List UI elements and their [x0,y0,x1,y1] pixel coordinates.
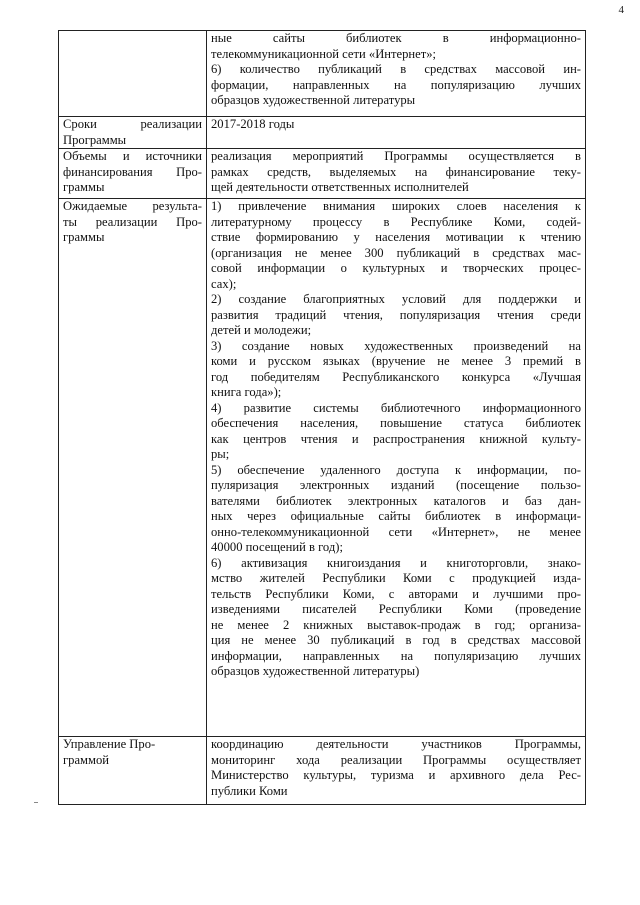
row-value-line: рамках средств, выделяемых на финансирование теку- [211,164,581,179]
row-value-line: 5) обеспечение удаленного доступа к информации, по- [211,462,581,477]
row-label-line: ты реализации Про- [63,214,202,229]
row-label-line: Программы [63,132,127,147]
program-passport-table [58,30,586,805]
row-value-line: 6) количество публикаций в средствах массовой ин- [211,62,581,76]
row-label-line: Ожидаемые результа- [63,199,202,213]
row-value-line: год победителям Республиканского конкурса «Лучшая [211,369,581,384]
row-value-line: книга года»); [211,385,282,399]
row-value-line: 2) создание благоприятных условий для поддержки и [211,292,581,306]
row-label-cell [59,199,207,737]
row-value-line: изведениями писателей Республики Коми (проведение [211,602,581,616]
row-value-line: сах); [211,276,237,291]
row-value-line: 3) создание новых художественных произведений на [211,338,581,353]
table-row-funding [59,149,586,199]
row-value-line: ция не менее 30 публикаций в год в средствах массовой [211,633,581,647]
row-label-cell [59,737,207,805]
row-label-cell [59,31,207,117]
row-value-line: пуляризация электронных изданий (посещение пользо- [211,478,581,492]
row-value-cell [207,149,586,199]
row-value-line: вателями библиотек электронных каталогов и баз дан- [211,493,581,508]
row-value-line: щей деятельности ответственных исполнителей [211,180,469,194]
row-value-line: детей и молодежи; [211,323,312,337]
row-value-line: публики Коми [211,783,288,798]
row-value-line: развития традиций чтения, популяризация чтения среди [211,307,581,322]
row-value-line: Министерство культуры, туризма и архивного дела Рес- [211,768,581,782]
row-value-line: 40000 посещений в год); [211,540,343,554]
row-value-cell [207,117,586,149]
row-value-cell [207,737,586,805]
row-value-line: обеспечения населения, повышение статуса библиотек [211,416,581,430]
row-value-line: 2017-2018 годы [211,117,295,131]
scan-mark [34,802,38,803]
row-value-line: как центров чтения и распространения книжной культу- [211,431,581,446]
row-value-line: реализация мероприятий Программы осуществляется в [211,149,581,163]
row-value-line: формации, направленных на популяризацию лучших [211,77,581,92]
row-value-line: 4) развитие системы библиотечного информационного [211,400,581,415]
row-label-line: Управление Про- [63,737,156,751]
page-number: 4 [618,4,624,16]
row-label-line: граммы [63,180,105,194]
row-value-line: мство жителей Республики Коми с продукцией изда- [211,571,581,585]
row-value-line: коми и русском языках (вручение не менее 3 премий в [211,354,581,368]
table-row-expected-results [59,199,586,737]
row-value-line: координацию деятельности участников Программы, [211,737,581,751]
row-value-line: 1) привлечение внимания широких слоев населения к [211,199,581,213]
row-value-line: ные сайты библиотек в информационно- [211,31,581,45]
row-value-line: ных через официальные сайты библиотек в информаци- [211,509,581,523]
row-value-line: образцов художественной литературы [211,93,416,107]
row-value-line: ры; [211,447,230,461]
row-label-cell [59,117,207,149]
row-label-line: Сроки реализации [63,117,202,131]
row-value-line: ствие формированию у населения мотивации к чтению [211,230,581,244]
table-row-timeline [59,117,586,149]
row-label-line: Объемы и источники [63,149,202,163]
table-row-continuation [59,31,586,117]
row-label-line: финансирования Про- [63,164,202,179]
row-value-line: тельств Республики Коми, с авторами и лучшими про- [211,586,581,601]
row-value-line: информации, направленных на популяризацию лучших [211,648,581,663]
row-value-line: совой информации о культурных и творческих процес- [211,261,581,275]
row-value-line: мониторинг хода реализации Программы осуществляет [211,752,581,767]
row-value-cell [207,31,586,117]
row-value-line: телекоммуникационной сети «Интернет»; [211,46,437,61]
row-value-line: литературному процессу в Республике Коми, содей- [211,214,581,229]
row-label-line: граммы [63,230,105,244]
row-label-line: граммой [63,752,110,767]
table-row-management [59,737,586,805]
row-value-cell [207,199,586,737]
row-value-line: образцов художественной литературы) [211,664,420,678]
row-value-line: не менее 2 книжных выставок-продаж в год; организа- [211,617,581,632]
row-value-line: (организация не менее 300 публикаций в средствах мас- [211,245,581,260]
row-value-line: 6) активизация книгоиздания и книготорговли, знако- [211,555,581,570]
row-label-cell [59,149,207,199]
row-value-line: онно-телекоммуникационной сети «Интернет», не менее [211,524,581,539]
